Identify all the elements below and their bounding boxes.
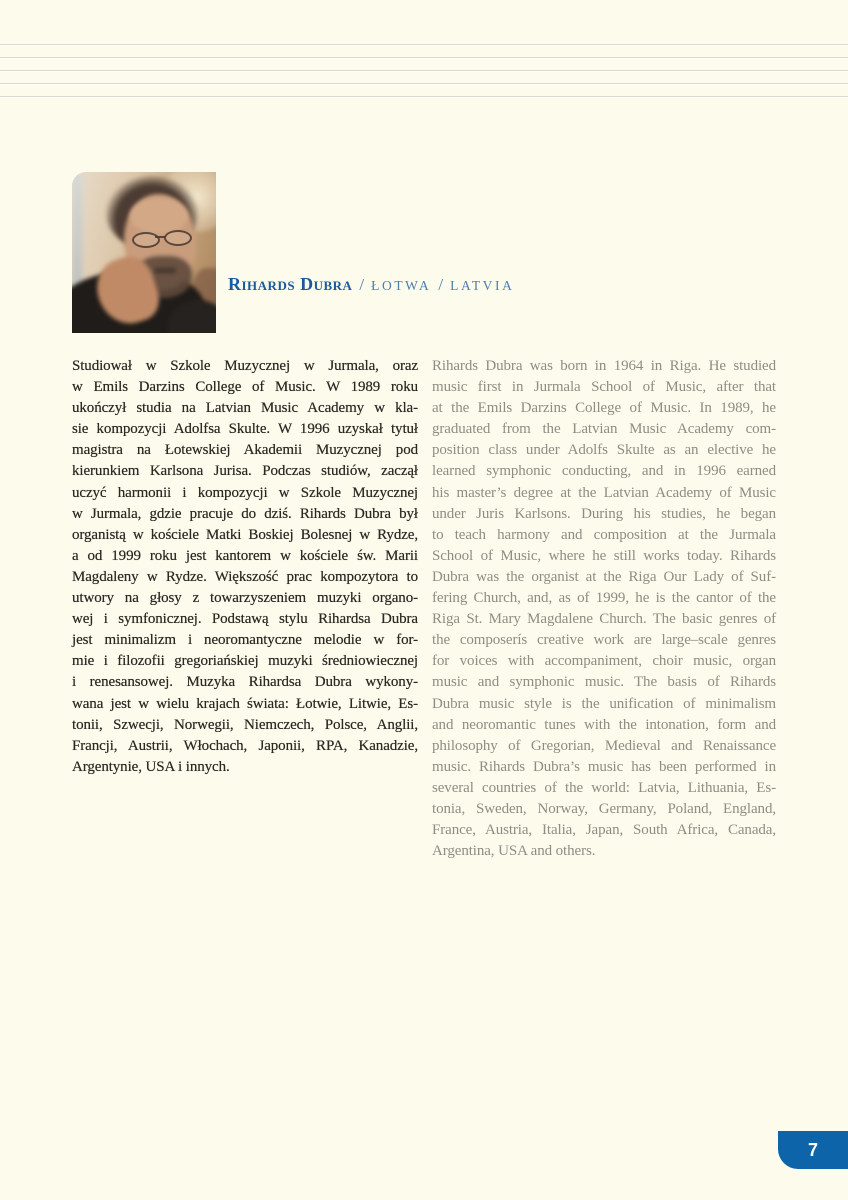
bio-line: Magdaleny w Rydze. Większość prac kompozytora to <box>72 568 418 585</box>
staff-line <box>0 83 848 84</box>
bio-line: Francji, Austrii, Włochach, Japonii, RPA, Kanadzie, <box>72 737 418 754</box>
composer-heading <box>228 274 514 298</box>
bio-line: several countries of the world: Latvia, Lithuania, Es- <box>432 779 776 796</box>
bio-line: philosophy of Gregorian, Medieval and Renaissance <box>432 737 776 754</box>
bio-line: Riga St. Mary Magdalene Church. The basic genres of <box>432 611 776 628</box>
heading-separator: / <box>438 275 444 294</box>
bio-line: a od 1999 roku jest kantorem w kościele św. Marii <box>72 547 418 564</box>
bio-line: sie kompozycji Adolfsa Skulte. W 1996 uzyskał tytuł <box>72 421 418 438</box>
bio-line: w Jurmala, gdzie pracuje do dziś. Rihards Dubra był <box>72 505 418 522</box>
bio-line: music and symphonic music. The basis of Rihards <box>432 674 776 691</box>
bio-line: tonii, Szwecji, Norwegii, Niemczech, Polsce, Anglii, <box>72 716 418 733</box>
bio-line: learned symphonic conducting, and in 1996 earned <box>432 463 776 480</box>
bio-line: music. Rihards Dubra’s music has been performed in <box>432 758 776 775</box>
page-number-badge <box>778 1131 848 1169</box>
bio-line: wana jest w wielu krajach świata: Łotwie, Litwie, Es- <box>72 695 418 712</box>
bio-line: graduated from the Latvian Music Academy com- <box>432 421 776 438</box>
bio-line: Argentynie, USA i innych. <box>72 758 230 775</box>
bio-line: kierunkiem Karlsona Jurisa. Podczas studiów, zaczął <box>72 463 418 480</box>
bio-column-polish <box>72 356 418 778</box>
bio-line: ukończył studia na Latvian Music Academy w kla- <box>72 400 418 417</box>
bio-line: position class under Adolfs Skulte as an elective he <box>432 442 776 459</box>
page-number: 7 <box>807 1139 818 1160</box>
bio-line: mie i filozofii gregoriańskiej muzyki średniowiecznej <box>72 653 418 670</box>
bio-line: fering Church, and, as of 1999, he is the cantor of the <box>432 590 776 607</box>
bio-line: the composerís creative work are large–scale genres <box>432 632 776 649</box>
bio-line: at the Emils Darzins College of Music. In 1989, he <box>432 400 776 417</box>
bio-line: Studiował w Szkole Muzycznej w Jurmala, oraz <box>72 358 418 374</box>
photo-forehead <box>130 198 188 234</box>
bio-line: Argentina, USA and others. <box>432 843 596 860</box>
country-polish: ŁOTWA <box>371 278 432 293</box>
bio-line: organistą w kościele Matki Boskiej Bolesnej w Rydze, <box>72 526 418 543</box>
country-english: LATVIA <box>450 278 515 293</box>
staff-line <box>0 44 848 45</box>
staff-line <box>0 57 848 58</box>
photo-glasses <box>132 230 194 244</box>
bio-line: music first in Jurmala School of Music, after that <box>432 379 776 396</box>
bio-line: utwory na głosy z towarzyszeniem muzyki organo- <box>72 590 418 607</box>
staff-line <box>0 96 848 97</box>
bio-line: wej i symfonicznej. Podstawą stylu Rihardsa Dubra <box>72 611 418 628</box>
bio-column-english <box>432 356 776 862</box>
composer-portrait-photo <box>72 172 216 333</box>
bio-line: Dubra music style is the unification of minimalism <box>432 695 776 712</box>
bio-line: School of Music, where he still works today. Rihards <box>432 547 776 564</box>
bio-line: uczyć harmonii i kompozycji w Szkole Muzycznej <box>72 484 418 501</box>
staff-line <box>0 70 848 71</box>
heading-separator: / <box>359 275 365 294</box>
bio-line: and neoromantic tunes with the intonation, form and <box>432 716 776 733</box>
bio-line: his master’s degree at the Latvian Academy of Music <box>432 484 776 501</box>
bio-line: jest minimalizm i neoromantyczne melodie w for- <box>72 632 418 649</box>
bio-line: Dubra was the organist at the Riga Our Lady of Suf- <box>432 568 776 585</box>
bio-line: Rihards Dubra was born in 1964 in Riga. He studied <box>432 358 776 374</box>
composer-name: Rihards Dubra <box>228 274 353 294</box>
bio-line: for voices with accompaniment, choir music, organ <box>432 653 776 670</box>
bio-line: under Juris Karlsons. During his studies, he began <box>432 505 776 522</box>
bio-line: magistra na Łotewskiej Akademii Muzycznej pod <box>72 442 418 459</box>
photo-mouth <box>154 268 176 273</box>
bio-line: i renesansowej. Muzyka Rihardsa Dubra wykony- <box>72 674 418 691</box>
bio-line: to teach harmony and composition at the Jurmala <box>432 526 776 543</box>
bio-line: tonia, Sweden, Norway, Germany, Poland, England, <box>432 800 776 817</box>
bio-line: France, Austria, Italia, Japan, South Africa, Canada, <box>432 822 776 839</box>
bio-line: w Emils Darzins College of Music. W 1989 roku <box>72 379 418 396</box>
